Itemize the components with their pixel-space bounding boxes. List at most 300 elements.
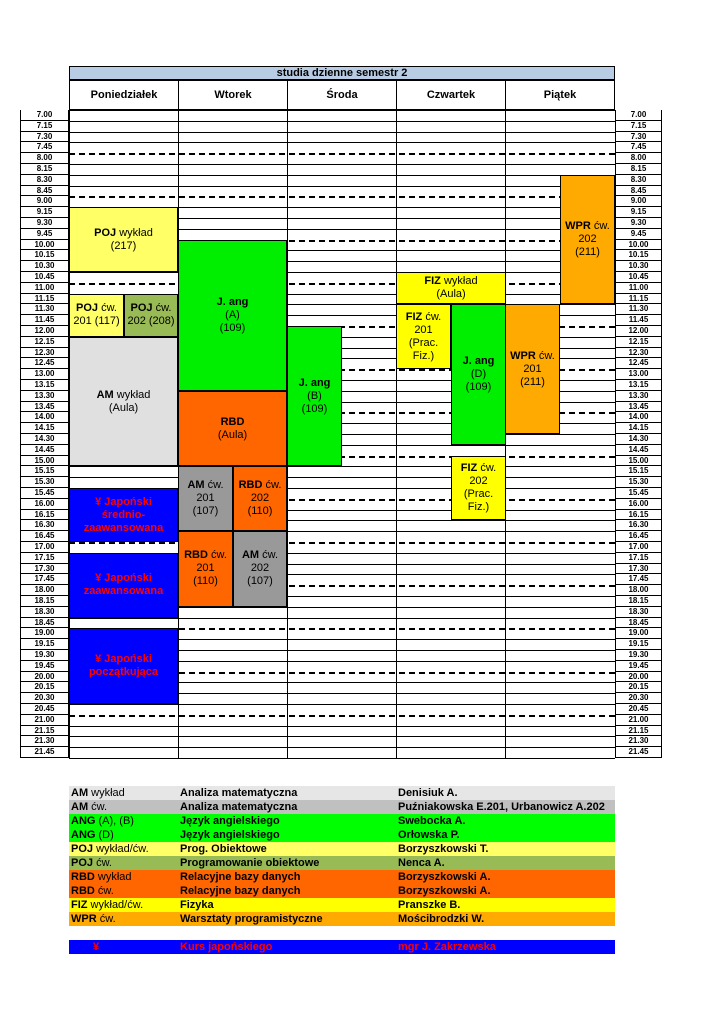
event-room: (211): [575, 246, 600, 259]
event-line: [217, 296, 249, 309]
event-group: (B): [307, 389, 322, 402]
time-label-left: 9.00: [20, 196, 69, 207]
time-label-right: 19.00: [615, 628, 662, 639]
time-label-left: 12.30: [20, 348, 69, 359]
legend-teacher: mgr J. Zakrzewska: [398, 941, 496, 953]
time-label-right: 17.45: [615, 574, 662, 585]
event-line: [464, 488, 493, 501]
legend-teacher: Swebocka A.: [398, 815, 466, 827]
event-group: 201: [523, 362, 542, 375]
time-label-right: 10.30: [615, 261, 662, 272]
time-label-left: 9.45: [20, 229, 69, 240]
time-label-right: 8.45: [615, 186, 662, 197]
event-line: [184, 549, 227, 562]
event-line: [97, 389, 151, 402]
legend-row: [69, 856, 615, 870]
event-code: ¥ Japoński: [95, 653, 152, 666]
event-jang-a: [178, 240, 287, 391]
time-label-right: 12.45: [615, 358, 662, 369]
time-label-left: 20.00: [20, 672, 69, 683]
time-label-right: 18.00: [615, 585, 662, 596]
event-line: [461, 462, 496, 475]
event-kind: wykład: [116, 388, 151, 401]
hour-divider: [69, 715, 615, 717]
time-label-left: 13.30: [20, 391, 69, 402]
event-line: [406, 311, 441, 324]
event-group: 201: [196, 492, 215, 505]
time-label-right: 21.30: [615, 736, 662, 747]
event-room: (211): [520, 375, 545, 388]
event-line: [409, 337, 438, 350]
event-room: 202 (208): [127, 315, 175, 328]
time-label-left: 15.00: [20, 456, 69, 467]
legend-subject: Warsztaty programistyczne: [180, 913, 323, 925]
event-line: [251, 492, 269, 505]
event-group: 201: [414, 323, 433, 336]
time-label-right: 13.15: [615, 380, 662, 391]
time-label-right: 9.15: [615, 207, 662, 218]
time-label-left: 17.30: [20, 564, 69, 575]
time-label-left: 11.15: [20, 294, 69, 305]
time-label-right: 16.30: [615, 520, 662, 531]
time-label-right: 21.45: [615, 747, 662, 758]
legend-code: POJ wykład/ćw.: [71, 843, 149, 855]
time-label-left: 12.00: [20, 326, 69, 337]
event-line: [251, 562, 269, 575]
event-poj-wyklad: [69, 207, 178, 272]
time-label-right: 16.15: [615, 510, 662, 521]
time-label-right: 7.30: [615, 132, 662, 143]
event-rbd-wyklad: [178, 391, 287, 467]
slot-divider: [69, 142, 615, 143]
legend-subject: Analiza matematyczna: [180, 801, 298, 813]
time-label-left: 7.00: [20, 110, 69, 121]
event-group: (D): [470, 368, 487, 381]
event-kind: ćw.: [480, 461, 497, 474]
time-label-left: 21.00: [20, 715, 69, 726]
time-label-right: 10.45: [615, 272, 662, 283]
time-label-right: 10.00: [615, 240, 662, 251]
event-line: [111, 240, 137, 253]
event-line: [565, 220, 610, 233]
event-kind: zaawansowana: [83, 585, 164, 598]
time-label-left: 20.15: [20, 682, 69, 693]
event-line: [466, 381, 492, 394]
event-jang-b: [287, 326, 342, 466]
time-label-right: 14.00: [615, 412, 662, 423]
event-line: [76, 302, 117, 315]
event-code: RBD: [238, 479, 263, 492]
event-room: (110): [193, 575, 218, 588]
event-fiz-wyklad: [396, 272, 506, 304]
event-room: (107): [192, 505, 219, 518]
time-label-right: 18.45: [615, 618, 662, 629]
time-label-left: 11.00: [20, 283, 69, 294]
legend-subject: Relacyjne bazy danych: [180, 885, 301, 897]
slot-divider: [69, 132, 615, 133]
time-label-right: 17.15: [615, 553, 662, 564]
day-header-thursday: Czwartek: [396, 80, 506, 110]
slot-divider: [69, 121, 615, 122]
event-am-cw201: [178, 466, 233, 531]
event-line: [299, 377, 331, 390]
slot-divider: [69, 477, 615, 478]
event-kind: wykład: [119, 226, 153, 239]
event-line: [575, 246, 600, 259]
event-kind: ćw.: [211, 549, 227, 562]
event-line: [102, 509, 145, 522]
legend-row: [69, 786, 615, 800]
legend-code: FIZ wykład/ćw.: [71, 899, 144, 911]
event-line: [84, 585, 163, 598]
event-line: [414, 324, 432, 337]
legend-code: WPR ćw.: [71, 913, 116, 925]
event-group: 202: [469, 474, 488, 487]
event-code: AM: [241, 549, 260, 562]
time-label-left: 21.15: [20, 726, 69, 737]
time-label-right: 8.00: [615, 153, 662, 164]
time-label-right: 16.45: [615, 531, 662, 542]
event-code: ¥ Japoński: [95, 495, 152, 508]
time-label-right: 21.15: [615, 726, 662, 737]
event-code: POJ: [76, 302, 99, 315]
legend-teacher: Borzyszkowski A.: [398, 885, 491, 897]
time-label-left: 18.15: [20, 596, 69, 607]
day-header-monday: Poniedziałek: [69, 80, 179, 110]
slot-divider: [69, 758, 615, 759]
time-label-right: 15.15: [615, 466, 662, 477]
event-line: [89, 666, 158, 679]
time-label-left: 14.15: [20, 423, 69, 434]
time-label-left: 9.15: [20, 207, 69, 218]
time-label-right: 12.15: [615, 337, 662, 348]
event-line: [187, 479, 223, 492]
event-line: [520, 376, 545, 389]
time-label-right: 9.45: [615, 229, 662, 240]
time-label-left: 12.15: [20, 337, 69, 348]
event-line: [218, 429, 247, 442]
event-code: RBD: [220, 415, 245, 428]
time-label-right: 14.45: [615, 445, 662, 456]
time-label-left: 13.45: [20, 402, 69, 413]
hour-divider: [69, 196, 615, 198]
legend-row: [69, 912, 615, 926]
time-label-right: 13.30: [615, 391, 662, 402]
legend-code: AM wykład: [71, 787, 125, 799]
event-line: [413, 350, 434, 363]
time-label-left: 15.15: [20, 466, 69, 477]
event-room: (Prac.: [463, 487, 494, 500]
legend-code: RBD ćw.: [71, 885, 114, 897]
event-fiz-cw202: [451, 456, 506, 521]
event-group: (A): [225, 308, 240, 321]
time-label-right: 10.15: [615, 250, 662, 261]
legend-row: [69, 898, 615, 912]
event-line: [84, 522, 163, 535]
time-label-left: 7.30: [20, 132, 69, 143]
legend-code: POJ ćw.: [71, 857, 112, 869]
legend-row: [69, 870, 615, 884]
event-line: [109, 402, 138, 415]
legend-subject: Analiza matematyczna: [180, 787, 298, 799]
event-kind: ćw.: [101, 302, 117, 315]
time-label-left: 17.00: [20, 542, 69, 553]
event-kind: ćw.: [425, 310, 442, 323]
legend-teacher: Borzyszkowski T.: [398, 843, 489, 855]
event-rbd-cw202: [233, 466, 287, 531]
slot-divider: [69, 618, 615, 619]
time-label-right: 20.15: [615, 682, 662, 693]
event-code: WPR: [565, 220, 591, 233]
time-label-right: 11.30: [615, 304, 662, 315]
legend-subject: Relacyjne bazy danych: [180, 871, 301, 883]
event-fiz-cw201: [396, 304, 451, 369]
legend-code: AM ćw.: [71, 801, 108, 813]
event-code: FIZ: [405, 310, 423, 323]
time-label-right: 11.15: [615, 294, 662, 305]
event-line: [248, 505, 273, 518]
time-label-left: 8.45: [20, 186, 69, 197]
time-label-left: 14.00: [20, 412, 69, 423]
time-label-left: 20.30: [20, 693, 69, 704]
event-line: [94, 227, 153, 240]
event-group: 201: [196, 562, 215, 575]
time-label-left: 10.15: [20, 250, 69, 261]
legend-code: RBD wykład: [71, 871, 132, 883]
legend-row: [69, 814, 615, 828]
event-kind: ćw.: [207, 479, 224, 492]
event-line: [239, 479, 282, 492]
legend-subject: Prog. Obiektowe: [180, 843, 267, 855]
time-label-left: 17.45: [20, 574, 69, 585]
time-label-right: 19.45: [615, 661, 662, 672]
time-label-left: 13.15: [20, 380, 69, 391]
time-label-left: 15.45: [20, 488, 69, 499]
time-label-left: 21.45: [20, 747, 69, 758]
event-jang-d: [451, 304, 506, 444]
time-label-left: 10.30: [20, 261, 69, 272]
event-line: [193, 575, 218, 588]
legend-row: [69, 800, 615, 814]
time-label-left: 16.30: [20, 520, 69, 531]
time-label-right: 17.30: [615, 564, 662, 575]
event-am-cw202: [233, 531, 287, 607]
event-line: [463, 355, 495, 368]
event-wpr-cw201: [505, 304, 560, 434]
legend-teacher: Pranszke B.: [398, 899, 461, 911]
event-group: 202: [250, 492, 270, 505]
legend-teacher: Mościbrodzki W.: [398, 913, 485, 925]
event-kind: ćw.: [155, 302, 172, 315]
legend-code: ANG (D): [71, 829, 114, 841]
slot-divider: [69, 272, 615, 273]
event-code: J. ang: [298, 376, 331, 389]
event-jap-sredni: [69, 488, 178, 542]
slot-divider: [69, 186, 615, 187]
event-kind: ćw.: [593, 220, 610, 233]
time-label-right: 18.15: [615, 596, 662, 607]
time-label-right: 15.45: [615, 488, 662, 499]
event-line: [225, 309, 240, 322]
time-label-left: 10.45: [20, 272, 69, 283]
time-label-right: 7.00: [615, 110, 662, 121]
event-poj-cw1: [69, 294, 124, 337]
time-label-right: 12.00: [615, 326, 662, 337]
time-label-left: 16.00: [20, 499, 69, 510]
event-line: [196, 562, 214, 575]
time-label-right: 20.45: [615, 704, 662, 715]
slot-divider: [69, 704, 615, 705]
event-kind: ćw.: [262, 549, 279, 562]
slot-divider: [69, 164, 615, 165]
event-line: [523, 363, 541, 376]
hour-divider: [69, 153, 615, 155]
event-code: J. ang: [462, 355, 495, 368]
event-line: [307, 390, 322, 403]
time-label-left: 14.30: [20, 434, 69, 445]
event-room: zaawansowana: [83, 521, 164, 534]
time-label-right: 9.00: [615, 196, 662, 207]
legend-code: ¥: [93, 941, 100, 953]
event-group: 202: [250, 562, 270, 575]
event-line: [510, 350, 555, 363]
time-label-right: 12.30: [615, 348, 662, 359]
event-jap-pocz: [69, 628, 178, 704]
time-label-left: 11.45: [20, 315, 69, 326]
time-label-left: 7.15: [20, 121, 69, 132]
time-label-right: 14.15: [615, 423, 662, 434]
time-label-right: 16.00: [615, 499, 662, 510]
time-label-right: 15.00: [615, 456, 662, 467]
event-rbd-cw201: [178, 531, 233, 607]
hour-divider: [69, 542, 615, 544]
legend-row: [69, 884, 615, 898]
event-room: (110): [247, 505, 273, 518]
slot-divider: [69, 736, 615, 737]
legend-teacher: Nenca A.: [398, 857, 445, 869]
event-line: [468, 501, 489, 514]
time-label-left: 8.00: [20, 153, 69, 164]
event-line: [302, 403, 328, 416]
event-line: [127, 315, 174, 328]
time-label-left: 21.30: [20, 736, 69, 747]
time-label-right: 18.30: [615, 607, 662, 618]
day-header-tuesday: Wtorek: [178, 80, 288, 110]
event-line: [95, 653, 152, 666]
event-code: POJ: [94, 226, 117, 239]
day-header-friday: Piątek: [505, 80, 615, 110]
event-room: (107): [247, 575, 273, 588]
event-code: WPR: [510, 349, 536, 362]
time-label-left: 7.45: [20, 142, 69, 153]
event-line: [131, 302, 172, 315]
event-jap-zaaw: [69, 553, 178, 618]
event-line: [242, 549, 278, 562]
time-label-right: 13.45: [615, 402, 662, 413]
time-label-left: 13.00: [20, 369, 69, 380]
legend-row: [69, 842, 615, 856]
event-line: [221, 416, 245, 429]
event-kind: ćw.: [538, 349, 555, 362]
legend-subject: Język angielskiego: [180, 829, 280, 841]
hour-divider: [69, 283, 615, 285]
event-room: (109): [301, 402, 328, 415]
event-line: [193, 505, 219, 518]
legend-subject: Programowanie obiektowe: [180, 857, 320, 869]
time-label-right: 15.30: [615, 477, 662, 488]
time-label-right: 8.30: [615, 175, 662, 186]
event-room: (Aula): [108, 401, 139, 414]
event-line: [578, 233, 596, 246]
event-room2: Fiz.): [412, 349, 435, 362]
time-label-left: 19.00: [20, 628, 69, 639]
time-label-right: 13.00: [615, 369, 662, 380]
event-room: (109): [219, 321, 246, 334]
event-code: ¥ Japoński: [95, 572, 152, 585]
event-room: (109): [465, 381, 492, 394]
event-line: [95, 572, 152, 585]
event-line: [469, 475, 487, 488]
time-label-left: 10.00: [20, 240, 69, 251]
event-code: AM: [96, 388, 114, 401]
time-label-left: 19.15: [20, 639, 69, 650]
legend-teacher: Denisiuk A.: [398, 787, 458, 799]
event-room: (Prac.: [408, 336, 439, 349]
event-code: POJ: [130, 302, 153, 315]
event-kind: wykład: [443, 275, 478, 288]
event-line: [424, 275, 477, 288]
event-room: 201 (117): [73, 315, 120, 328]
event-wpr-cw202: [560, 175, 615, 305]
event-line: [73, 315, 119, 328]
event-room2: Fiz.): [467, 500, 490, 513]
time-label-right: 11.00: [615, 283, 662, 294]
time-label-left: 8.30: [20, 175, 69, 186]
event-code: J. ang: [216, 295, 249, 308]
event-am-wyklad: [69, 337, 178, 467]
time-label-left: 11.30: [20, 304, 69, 315]
event-line: [436, 288, 465, 301]
event-code: RBD: [184, 549, 208, 562]
event-code: AM: [187, 479, 205, 492]
time-label-right: 11.45: [615, 315, 662, 326]
slot-divider: [69, 747, 615, 748]
time-label-right: 7.45: [615, 142, 662, 153]
event-line: [196, 492, 214, 505]
event-room: (217): [110, 239, 137, 252]
slot-divider: [69, 466, 615, 467]
legend-teacher: Puźniakowska E.201, Urbanowicz A.202: [398, 801, 605, 813]
time-label-left: 15.30: [20, 477, 69, 488]
time-label-right: 20.30: [615, 693, 662, 704]
day-column-border: [615, 110, 616, 758]
time-label-right: 17.00: [615, 542, 662, 553]
legend-subject: Fizyka: [180, 899, 214, 911]
event-code: FIZ: [460, 461, 478, 474]
time-label-right: 9.30: [615, 218, 662, 229]
time-label-left: 14.45: [20, 445, 69, 456]
event-room: (Aula): [217, 428, 248, 441]
event-poj-cw2: [124, 294, 178, 337]
event-line: [471, 368, 486, 381]
time-label-right: 14.30: [615, 434, 662, 445]
event-kind: początkująca: [88, 666, 159, 679]
time-label-right: 7.15: [615, 121, 662, 132]
time-label-left: 17.15: [20, 553, 69, 564]
legend-code: ANG (A), (B): [71, 815, 134, 827]
legend-row: [69, 828, 615, 842]
time-label-left: 18.30: [20, 607, 69, 618]
